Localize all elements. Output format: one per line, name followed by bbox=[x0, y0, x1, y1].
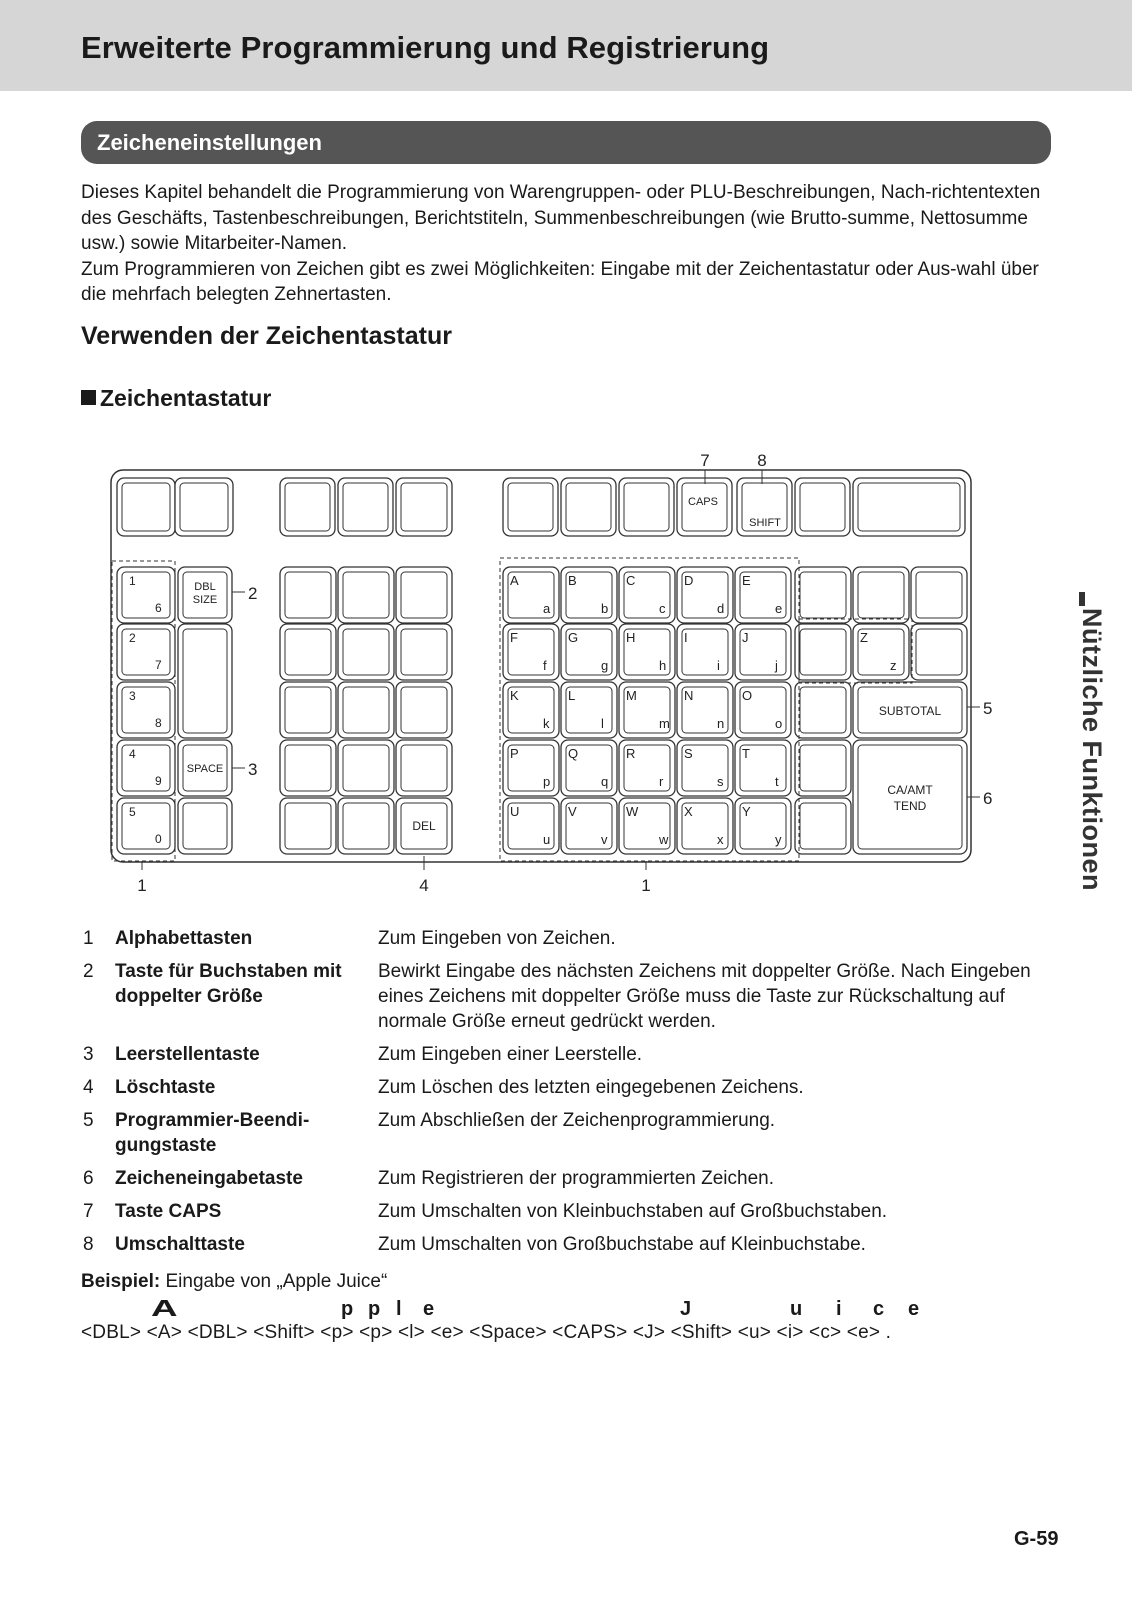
letter-key-lower: u bbox=[543, 832, 551, 847]
letter-key-lower: x bbox=[717, 832, 724, 847]
letter-key-upper: Z bbox=[860, 630, 868, 645]
callout-2: 2 bbox=[248, 584, 258, 603]
letter-key-lower: d bbox=[717, 601, 725, 616]
key bbox=[280, 624, 336, 680]
letter-key-upper: I bbox=[684, 630, 688, 645]
page-number: G-59 bbox=[1014, 1528, 1059, 1550]
number-key-upper: 3 bbox=[129, 689, 136, 703]
letter-key-lower: y bbox=[775, 832, 782, 847]
key bbox=[338, 740, 394, 796]
caps-key-label: CAPS bbox=[688, 496, 718, 508]
callout-5: 5 bbox=[983, 699, 993, 718]
letter-key-lower: b bbox=[601, 601, 609, 616]
top-key bbox=[619, 478, 674, 536]
letter-key-lower: e bbox=[775, 601, 783, 616]
letter-key-upper: O bbox=[742, 688, 753, 703]
callout-3: 3 bbox=[248, 760, 258, 779]
letter-key-upper: K bbox=[510, 688, 519, 703]
letter-key-lower: l bbox=[601, 716, 604, 731]
space-key-label: SPACE bbox=[186, 763, 224, 775]
ca-amt-label: CA/AMT bbox=[887, 783, 933, 797]
key bbox=[795, 740, 851, 796]
letter-key-upper: A bbox=[510, 573, 519, 588]
legend-row bbox=[81, 1108, 1041, 1158]
key bbox=[911, 567, 967, 623]
key bbox=[396, 740, 452, 796]
legend-number: 1 bbox=[83, 928, 94, 949]
callout-6: 6 bbox=[983, 789, 993, 808]
legend-number: 8 bbox=[83, 1234, 94, 1255]
example-letter: p bbox=[368, 1298, 381, 1320]
letter-key-lower: z bbox=[890, 658, 897, 673]
top-key bbox=[503, 478, 558, 536]
legend-key-name: Umschalttaste bbox=[115, 1234, 245, 1255]
key bbox=[853, 567, 909, 623]
example-label: Beispiel: bbox=[81, 1271, 161, 1292]
legend-row bbox=[81, 926, 1041, 951]
number-key-upper: 2 bbox=[129, 631, 136, 645]
tend-label: TEND bbox=[893, 799, 927, 813]
letter-key-upper: J bbox=[742, 630, 749, 645]
example-letter: J bbox=[680, 1298, 692, 1320]
del-key-label: DEL bbox=[412, 819, 436, 833]
key bbox=[396, 682, 452, 738]
section-title: Zeicheneinstellungen bbox=[97, 130, 322, 155]
letter-key-lower: r bbox=[659, 774, 664, 789]
key bbox=[280, 567, 336, 623]
ca-amt-tend-key bbox=[853, 740, 967, 854]
letter-key-upper: G bbox=[568, 630, 579, 645]
letter-key-upper: R bbox=[626, 746, 636, 761]
legend-row bbox=[81, 1075, 1041, 1100]
key bbox=[280, 682, 336, 738]
top-key bbox=[795, 478, 850, 536]
legend-key-name: Taste für Buchstaben mit doppelter Größe bbox=[115, 961, 342, 1007]
tall-key bbox=[178, 624, 232, 738]
example-letter: e bbox=[423, 1298, 435, 1320]
letter-key-upper: X bbox=[684, 804, 693, 819]
callout-4: 4 bbox=[419, 876, 429, 895]
callout-8: 8 bbox=[757, 451, 767, 470]
letter-key-upper: T bbox=[742, 746, 750, 761]
number-key bbox=[117, 624, 175, 680]
top-key bbox=[561, 478, 616, 536]
subtotal-key-label: SUBTOTAL bbox=[878, 704, 942, 718]
letter-key-lower: o bbox=[775, 716, 783, 731]
top-key bbox=[175, 478, 233, 536]
number-key bbox=[117, 740, 175, 796]
key bbox=[396, 567, 452, 623]
top-key bbox=[117, 478, 175, 536]
legend-list bbox=[81, 926, 1041, 1265]
legend-row bbox=[81, 1199, 1041, 1224]
letter-key-lower: q bbox=[601, 774, 609, 789]
legend-number: 4 bbox=[83, 1077, 94, 1098]
letter-key-upper: V bbox=[568, 804, 577, 819]
example-line bbox=[81, 1271, 387, 1293]
letter-key-lower: m bbox=[659, 716, 670, 731]
example-letter: l bbox=[396, 1298, 402, 1320]
top-key bbox=[280, 478, 335, 536]
letter-key-upper: W bbox=[626, 804, 639, 819]
number-key-upper: 5 bbox=[129, 805, 136, 819]
key bbox=[338, 567, 394, 623]
letter-key-upper: M bbox=[626, 688, 637, 703]
legend-row bbox=[81, 1232, 1041, 1257]
legend-description: Bewirkt Eingabe des nächsten Zeichens mit doppelter Größe. Nach Eingeben eines Zeichens mit doppelter Größe muss die Taste zur Rückschaltung auf normale Größe erneut gedrückt werden. bbox=[378, 961, 1031, 1032]
letter-key-lower: s bbox=[717, 774, 724, 789]
dbl-size-label: DBL bbox=[194, 581, 216, 593]
key bbox=[280, 740, 336, 796]
letter-key-lower: w bbox=[659, 832, 669, 847]
letter-key-upper: Y bbox=[742, 804, 751, 819]
letter-key-lower: v bbox=[601, 832, 608, 847]
letter-key-lower: t bbox=[775, 774, 779, 789]
key bbox=[795, 567, 851, 623]
letter-key-upper: H bbox=[626, 630, 636, 645]
legend-number: 5 bbox=[83, 1110, 94, 1131]
subheading: Verwenden der Zeichentastatur bbox=[81, 322, 452, 350]
number-key bbox=[117, 798, 175, 854]
key bbox=[795, 624, 851, 680]
letter-key-lower: j bbox=[775, 658, 778, 673]
page-title: Erweiterte Programmierung und Registrierung bbox=[81, 30, 770, 65]
example-sequence: <DBL> <A> <DBL> <Shift> <p> <p> <l> <e> <Space> <CAPS> <J> <Shift> <u> <i> <c> <e> . bbox=[81, 1322, 892, 1343]
key bbox=[338, 682, 394, 738]
intro-paragraph: Dieses Kapitel behandelt die Programmierung von Warengruppen- oder PLU-Beschreibungen, Nach-richtentexten des Geschäfts, Tastenbeschreibungen, Berichtstiteln, Summenbeschreibungen (wie Brutto-summe, Nettosumme usw.) sowie Mitarbeiter-Namen. bbox=[81, 182, 1041, 254]
legend-description: Zum Umschalten von Kleinbuchstaben auf Großbuchstaben. bbox=[378, 1201, 888, 1222]
legend-key-name: Leerstellentaste bbox=[115, 1044, 260, 1065]
top-key bbox=[338, 478, 393, 536]
subsubheading: Zeichentastatur bbox=[100, 385, 272, 411]
letter-key-upper: E bbox=[742, 573, 751, 588]
top-key bbox=[396, 478, 452, 536]
legend-number: 7 bbox=[83, 1201, 94, 1222]
letter-key-upper: L bbox=[568, 688, 576, 703]
letter-key-upper: N bbox=[684, 688, 694, 703]
letter-key-upper: D bbox=[684, 573, 694, 588]
example-letter: u bbox=[790, 1298, 803, 1320]
legend-number: 6 bbox=[83, 1168, 94, 1189]
letter-key-lower: c bbox=[659, 601, 666, 616]
letter-key-upper: S bbox=[684, 746, 693, 761]
example-letter: p bbox=[341, 1298, 354, 1320]
key bbox=[795, 682, 851, 738]
legend-row bbox=[81, 959, 1041, 1034]
letter-key-lower: k bbox=[543, 716, 550, 731]
number-key-upper: 4 bbox=[129, 747, 136, 761]
shift-key-label: SHIFT bbox=[749, 517, 781, 529]
key bbox=[396, 624, 452, 680]
letter-key-lower: n bbox=[717, 716, 725, 731]
dbl-size-label: SIZE bbox=[192, 594, 218, 606]
letter-key-lower: i bbox=[717, 658, 720, 673]
legend-key-name: Programmier-Beendi-gungstaste bbox=[115, 1110, 310, 1156]
letter-key-upper: B bbox=[568, 573, 577, 588]
example-text: Eingabe von „Apple Juice“ bbox=[165, 1271, 388, 1292]
letter-key-lower: p bbox=[543, 774, 551, 789]
legend-number: 2 bbox=[83, 961, 94, 982]
intro-paragraph: Zum Programmieren von Zeichen gibt es zwei Möglichkeiten: Eingabe mit der Zeichentastatur oder Aus-wahl über die mehrfach belegten Zehnertasten. bbox=[81, 258, 1039, 305]
legend-description: Zum Umschalten von Großbuchstabe auf Kleinbuchstabe. bbox=[378, 1234, 866, 1255]
letter-key-upper: F bbox=[510, 630, 518, 645]
example-letter: c bbox=[873, 1298, 885, 1320]
key bbox=[280, 798, 336, 854]
letter-key-upper: U bbox=[510, 804, 520, 819]
legend-key-name: Taste CAPS bbox=[115, 1201, 222, 1222]
legend-key-name: Zeicheneingabetaste bbox=[115, 1168, 303, 1189]
number-key-lower: 7 bbox=[155, 658, 162, 672]
letter-key-upper: Q bbox=[568, 746, 579, 761]
example-letter: A bbox=[151, 1295, 178, 1321]
legend-row bbox=[81, 1166, 1041, 1191]
letter-key-lower: a bbox=[543, 601, 551, 616]
side-tab-label: Nützliche Funktionen bbox=[1077, 608, 1107, 891]
legend-key-name: Löschtaste bbox=[115, 1077, 216, 1098]
legend-description: Zum Abschließen der Zeichenprogrammierung. bbox=[378, 1110, 776, 1131]
letter-key-lower: f bbox=[543, 658, 547, 673]
key bbox=[338, 798, 394, 854]
number-key-lower: 0 bbox=[155, 832, 162, 846]
letter-key-upper: P bbox=[510, 746, 519, 761]
legend-description: Zum Eingeben von Zeichen. bbox=[378, 928, 616, 949]
key bbox=[338, 624, 394, 680]
legend-number: 3 bbox=[83, 1044, 94, 1065]
key bbox=[911, 624, 967, 680]
key bbox=[795, 798, 851, 854]
letter-key-lower: h bbox=[659, 658, 667, 673]
number-key-upper: 1 bbox=[129, 574, 136, 588]
number-key bbox=[117, 567, 175, 623]
legend-description: Zum Löschen des letzten eingegebenen Zeichens. bbox=[378, 1077, 804, 1098]
legend-description: Zum Eingeben einer Leerstelle. bbox=[378, 1044, 643, 1065]
example-letter: e bbox=[908, 1298, 920, 1320]
top-key bbox=[853, 478, 965, 536]
letter-key-upper: C bbox=[626, 573, 636, 588]
legend-description: Zum Registrieren der programmierten Zeichen. bbox=[378, 1168, 774, 1189]
example-letter: i bbox=[836, 1298, 842, 1320]
callout-1-left: 1 bbox=[137, 876, 147, 895]
callout-1-right: 1 bbox=[641, 876, 651, 895]
number-key bbox=[117, 682, 175, 738]
legend-row bbox=[81, 1042, 1041, 1067]
letter-key-lower: g bbox=[601, 658, 609, 673]
legend-key-name: Alphabettasten bbox=[115, 928, 253, 949]
callout-7: 7 bbox=[700, 451, 710, 470]
number-key-lower: 9 bbox=[155, 774, 162, 788]
number-key-lower: 8 bbox=[155, 716, 162, 730]
key bbox=[178, 798, 232, 854]
number-key-lower: 6 bbox=[155, 601, 162, 615]
